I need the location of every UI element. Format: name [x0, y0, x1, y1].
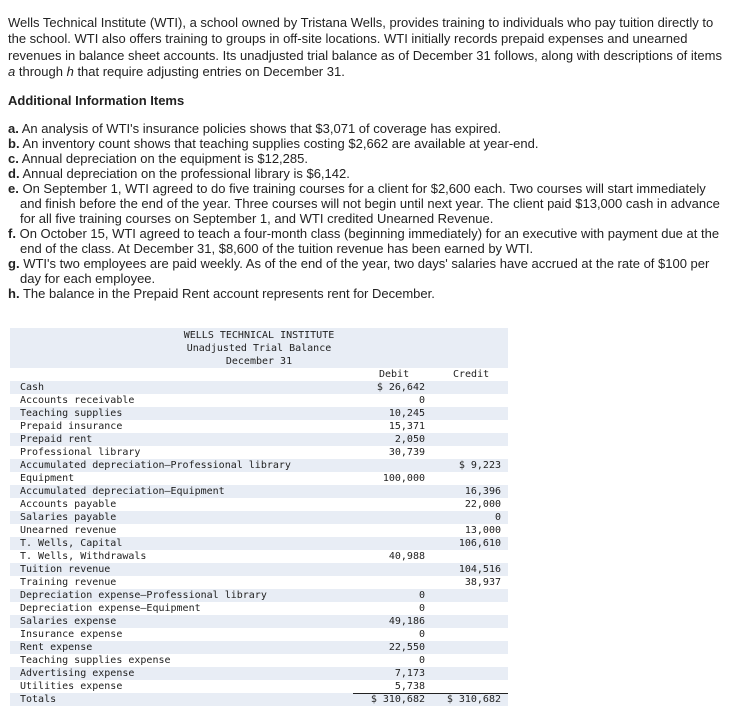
credit-cell: 0 [494, 512, 501, 523]
table-row [10, 472, 508, 485]
intro-paragraph [8, 15, 728, 80]
table-row [10, 511, 508, 524]
company-name: WELLS TECHNICAL INSTITUTE [183, 330, 335, 341]
credit-cell: 104,516 [458, 564, 501, 575]
table-row [10, 602, 508, 615]
credit-cell: 38,937 [464, 577, 501, 588]
debit-cell: 22,550 [388, 642, 425, 653]
debit-cell: 5,738 [394, 681, 425, 692]
account-name: Cash [20, 382, 45, 393]
table-row [10, 615, 508, 628]
account-name: Accounts payable [20, 499, 117, 510]
account-name: Totals [20, 694, 57, 705]
item-text: WTI's two employees are paid weekly. As of the end of the year, two days' salaries have accrued at the rate of $100 per day for each employee. [20, 256, 710, 286]
debit-cell: 0 [418, 395, 425, 406]
item-text: An analysis of WTI's insurance policies shows that $3,071 of coverage has expired. [21, 121, 502, 136]
item-text: Annual depreciation on the equipment is $12,285. [21, 151, 308, 166]
intro-text-end: that require adjusting entries on December 31. [77, 63, 345, 79]
account-name: T. Wells, Capital [20, 538, 123, 549]
table-row [10, 550, 508, 563]
table-row [10, 589, 508, 602]
table-row [10, 628, 508, 641]
totals-rule [353, 693, 508, 694]
debit-cell: 49,186 [388, 616, 425, 627]
intro-text: Wells Technical Institute (WTI), a school owned by Tristana Wells, provides training to individuals who pay tuition directly to the school. WTI also offers training to groups in off-site locations. WTI initially records prepaid expenses and unearned revenues in balance sheet accounts. Its unadjusted trial balance as of December 31 follows, along with descriptions of items [8, 15, 722, 63]
table-row [10, 381, 508, 394]
account-name: Tuition revenue [20, 564, 111, 575]
account-name: Professional library [20, 447, 141, 458]
trial-balance-table [10, 328, 508, 718]
table-row [10, 420, 508, 433]
list-item [8, 136, 720, 151]
list-item [8, 226, 720, 256]
account-name: Prepaid rent [20, 434, 93, 445]
table-row [10, 693, 508, 706]
table-row [10, 576, 508, 589]
account-name: Training revenue [20, 577, 117, 588]
debit-cell: 0 [418, 603, 425, 614]
debit-cell: 40,988 [388, 551, 425, 562]
item-letter: e. [8, 181, 19, 196]
table-row [10, 498, 508, 511]
item-letter: c. [8, 151, 19, 166]
additional-info-list [8, 121, 720, 301]
statement-date: December 31 [225, 356, 293, 367]
debit-cell: 15,371 [388, 421, 425, 432]
account-name: Accumulated depreciation—Professional library [20, 460, 291, 471]
list-item [8, 121, 720, 136]
statement-name: Unadjusted Trial Balance [186, 343, 332, 354]
item-text: On September 1, WTI agreed to do five training courses for a client for $2,600 each. Two courses will start immediately and finish before the end of the year. Three courses will not begin until next year. The client paid $13,000 cash in advance for all five training courses on September 1, and WTI credited Unearned Revenue. [20, 181, 720, 226]
account-name: Prepaid insurance [20, 421, 123, 432]
debit-cell: 7,173 [394, 668, 425, 679]
credit-cell: 22,000 [464, 499, 501, 510]
credit-cell: 106,610 [458, 538, 501, 549]
intro-range-through: through [18, 63, 63, 79]
list-item [8, 256, 720, 286]
account-name: Depreciation expense—Equipment [20, 603, 201, 614]
debit-cell: 0 [418, 629, 425, 640]
list-item [8, 181, 720, 226]
item-letter: b. [8, 136, 20, 151]
debit-cell: 30,739 [388, 447, 425, 458]
account-name: Salaries payable [20, 512, 117, 523]
item-letter: h. [8, 286, 20, 301]
intro-range-h: h [66, 63, 74, 79]
intro-range-a: a [8, 63, 16, 79]
debit-cell: 0 [418, 655, 425, 666]
table-row [10, 537, 508, 550]
credit-header: Credit [453, 369, 490, 380]
table-row [10, 485, 508, 498]
table-row [10, 680, 508, 693]
table-row [10, 407, 508, 420]
account-name: Teaching supplies expense [20, 655, 171, 666]
item-letter: a. [8, 121, 19, 136]
item-text: The balance in the Prepaid Rent account represents rent for December. [22, 286, 435, 301]
account-name: Utilities expense [20, 681, 123, 692]
account-name: Accounts receivable [20, 395, 135, 406]
account-name: T. Wells, Withdrawals [20, 551, 147, 562]
account-name: Teaching supplies [20, 408, 123, 419]
credit-cell: $ 9,223 [458, 460, 501, 471]
debit-cell: 10,245 [388, 408, 425, 419]
item-letter: f. [8, 226, 16, 241]
account-name: Insurance expense [20, 629, 123, 640]
credit-cell: 13,000 [464, 525, 501, 536]
account-name: Depreciation expense—Professional library [20, 590, 267, 601]
account-name: Salaries expense [20, 616, 117, 627]
account-name: Advertising expense [20, 668, 135, 679]
account-name: Rent expense [20, 642, 93, 653]
table-row [10, 563, 508, 576]
debit-header: Debit [379, 369, 410, 380]
table-row [10, 394, 508, 407]
debit-cell: 2,050 [394, 434, 425, 445]
debit-cell: 0 [418, 590, 425, 601]
table-row [10, 446, 508, 459]
table-row [10, 459, 508, 472]
table-row [10, 524, 508, 537]
debit-cell: $ 26,642 [376, 382, 425, 393]
item-text: An inventory count shows that teaching supplies costing $2,662 are available at year-end. [22, 136, 539, 151]
table-row [10, 433, 508, 446]
item-text: Annual depreciation on the professional library is $6,142. [22, 166, 350, 181]
account-name: Unearned revenue [20, 525, 117, 536]
table-row [10, 667, 508, 680]
table-row [10, 641, 508, 654]
debit-cell: 100,000 [382, 473, 425, 484]
account-name: Equipment [20, 473, 75, 484]
additional-info-heading: Additional Information Items [8, 93, 185, 108]
credit-cell: $ 310,682 [446, 694, 501, 705]
item-letter: g. [8, 256, 20, 271]
list-item [8, 286, 720, 301]
debit-cell: $ 310,682 [370, 694, 425, 705]
item-text: On October 15, WTI agreed to teach a four-month class (beginning immediately) for an executive with payment due at the end of the class. At December 31, $8,600 of the tuition revenue has been earned by WTI. [19, 226, 720, 256]
credit-cell: 16,396 [464, 486, 501, 497]
account-name: Accumulated depreciation—Equipment [20, 486, 225, 497]
item-letter: d. [8, 166, 20, 181]
list-item [8, 166, 720, 181]
table-row [10, 654, 508, 667]
list-item [8, 151, 720, 166]
